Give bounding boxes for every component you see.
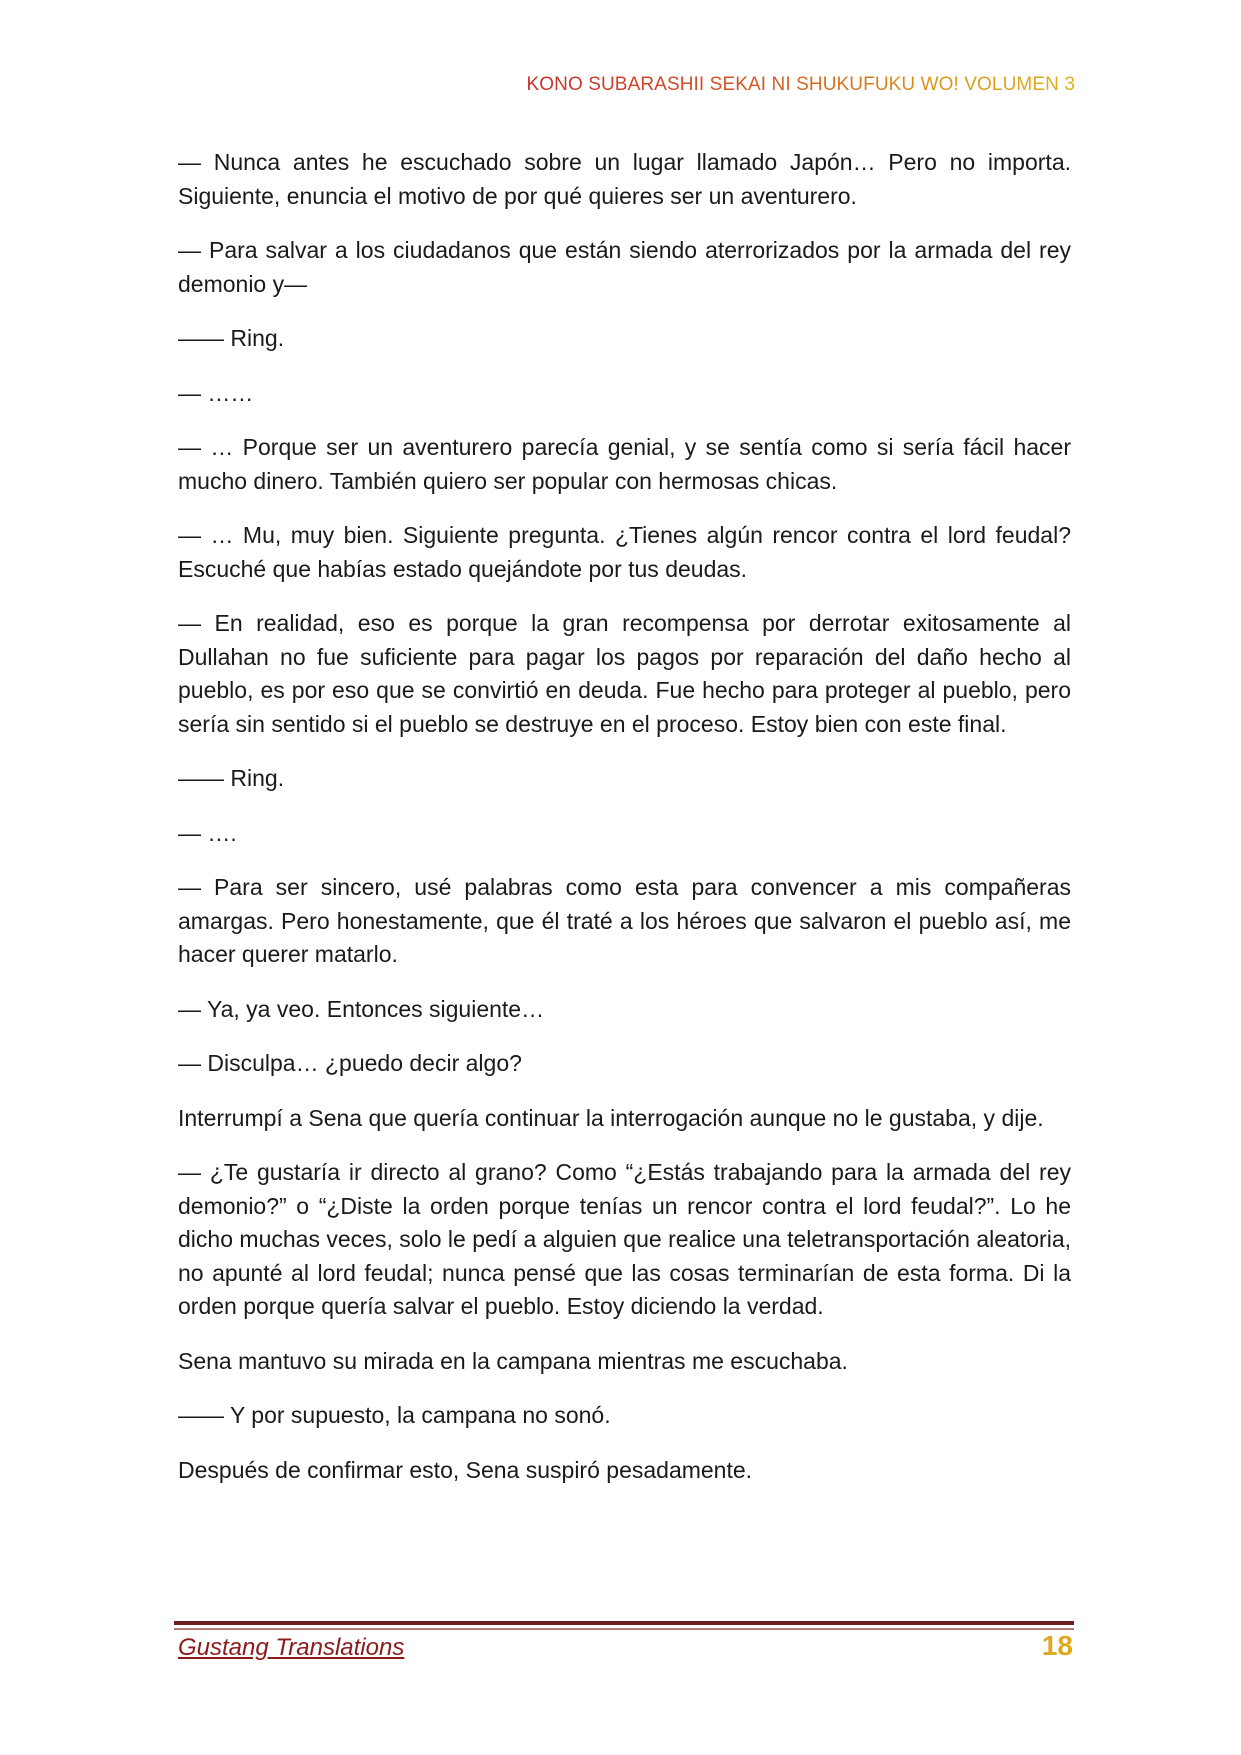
paragraph: — Para salvar a los ciudadanos que están siendo aterrorizados por la armada del rey demonio y— [178, 237, 1071, 297]
paragraph: — …… [178, 379, 254, 406]
paragraph: — Nunca antes he escuchado sobre un lugar llamado Japón… Pero no importa. Siguiente, enuncia el motivo de por qué quieres ser un aventurero. [178, 149, 1071, 209]
paragraph: —— Y por supuesto, la campana no sonó. [178, 1402, 611, 1428]
page-body [178, 146, 1071, 1508]
footer-divider-thin [174, 1628, 1074, 1630]
paragraph: —— Ring. [178, 325, 285, 351]
paragraph: Interrumpí a Sena que quería continuar la interrogación aunque no le gustaba, y dije. [178, 1104, 1044, 1131]
running-header: KONO SUBARASHII SEKAI NI SHUKUFUKU WO! VOLUMEN 3 [526, 74, 1075, 95]
footer-divider [174, 1621, 1074, 1625]
paragraph: Sena mantuvo su mirada en la campana mientras me escuchaba. [178, 1347, 848, 1374]
paragraph: — Disculpa… ¿puedo decir algo? [178, 1050, 522, 1076]
paragraph: — Para ser sincero, usé palabras como esta para convencer a mis compañeras amargas. Pero honestamente, que él traté a los héroes que salvaron el pueblo así, me hacer querer matarlo. [178, 874, 1071, 967]
paragraph: — Ya, ya veo. Entonces siguiente… [178, 995, 545, 1022]
paragraph: —— Ring. [178, 765, 285, 791]
paragraph: — En realidad, eso es porque la gran recompensa por derrotar exitosamente al Dullahan no fue suficiente para pagar los pagos por reparación del daño hecho al pueblo, es por eso que se convirtió en deuda. Fue hecho para proteger al pueblo, pero sería sin sentido si el pueblo se destruye en el proceso. Estoy bien con este final. [178, 610, 1071, 737]
paragraph: — ¿Te gustaría ir directo al grano? Como “¿Estás trabajando para la armada del rey demonio?” o “¿Diste la orden porque tenías un rencor contra el lord feudal?”. Lo he dicho muchas veces, solo le pedí a alguien que realice una teletransportación aleatoria, no apunté al lord feudal; nunca pensé que las cosas terminarían de esta forma. Di la orden porque quería salvar el pueblo. Estoy diciendo la verdad. [178, 1159, 1071, 1319]
paragraph: — … Porque ser un aventurero parecía genial, y se sentía como si sería fácil hacer mucho dinero. También quiero ser popular con hermosas chicas. [178, 434, 1071, 494]
page-number: 18 [1041, 1630, 1073, 1661]
paragraph: Después de confirmar esto, Sena suspiró pesadamente. [178, 1456, 753, 1483]
translator-credit: Gustang Translations [178, 1634, 405, 1661]
paragraph: — …. [178, 819, 237, 846]
paragraph: — … Mu, muy bien. Siguiente pregunta. ¿Tienes algún rencor contra el lord feudal? Escuché que habías estado quejándote por tus deudas. [178, 522, 1071, 582]
